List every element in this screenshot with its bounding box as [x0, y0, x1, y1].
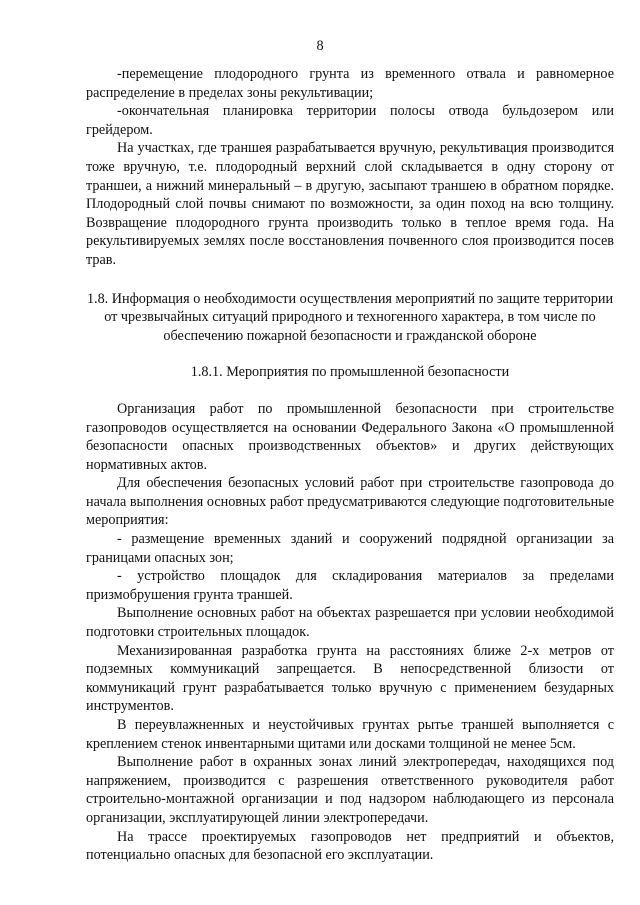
paragraph-route-hazards: На трассе проектируемых газопроводов нет предприятий и объектов, потенциально опасных для безопасной его эксплуатации.: [86, 828, 614, 864]
page-body: [86, 65, 614, 865]
page-number: 8: [316, 38, 324, 54]
paragraph-safety-organization: Организация работ по промышленной безопасности при строительстве газопроводов осуществляется на основании Федерального Закона «О промышленной безопасности опасных производственных объектов» и других действующих нормативных актов.: [86, 400, 614, 473]
paragraph-wet-soils: В переувлажненных и неустойчивых грунтах рытье траншей выполняется с креплением стенок инвентарными щитами или досками толщиной не менее 5см.: [86, 717, 614, 752]
paragraph-power-line-zones: Выполнение работ в охранных зонах линий электропередач, находящихся под напряжением, производится с разрешения ответственного руководителя работ строительно-монтажной организации и под надзором наблюдающего из персонала организации, эксплуатирующей линии электропередачи.: [86, 754, 614, 826]
section-heading: 1.8. Информация о необходимости осуществления мероприятий по защите территории от чрезвычайных ситуаций природного и техногенного характера, в том числе по обеспечению пожарной безопасности и гражданской обороне: [86, 290, 614, 344]
subsection-heading: 1.8.1. Мероприятия по промышленной безопасности: [190, 364, 510, 381]
paragraph-mechanized-excavation: Механизированная разработка грунта на расстояниях ближе 2-х метров от подземных коммуникаций запрещается. В непосредственной близости от коммуникаций грунт разрабатывается только вручную с применением безударных инструментов.: [86, 642, 614, 715]
paragraph-preparatory-measures: Для обеспечения безопасных условий работ при строительстве газопровода до начала выполнения основных работ предусматриваются следующие подготовительные мероприятия:: [86, 475, 614, 529]
paragraph-topsoil-redistribution: -перемещение плодородного грунта из временного отвала и равномерное распределение в пределах зоны рекультивации;: [86, 66, 614, 101]
paragraph-temporary-buildings: - размещение временных зданий и сооружений подрядной организации за границами опасных зон;: [86, 531, 614, 566]
paragraph-storage-sites: - устройство площадок для складирования материалов за пределами призмобрушения грунта траншей.: [86, 568, 614, 603]
paragraph-final-grading: -окончательная планировка территории полосы отвода бульдозером или грейдером.: [86, 103, 614, 138]
paragraph-manual-recultivation: На участках, где траншея разрабатывается вручную, рекультивация производится тоже вручную, т.е. плодородный верхний слой складывается в одну сторону от траншеи, а нижний минеральный – в другую, засыпают траншею в обратном порядке. Плодородный слой почвы снимают по возможности, за один поход на всю толщину. Возвращение плодородного грунта производить только в теплое время года. На рекультивируемых землях после восстановления почвенного слоя производится посев трав.: [86, 140, 614, 268]
paragraph-main-works: Выполнение основных работ на объектах разрешается при условии необходимой подготовки строительных площадок.: [86, 605, 614, 641]
